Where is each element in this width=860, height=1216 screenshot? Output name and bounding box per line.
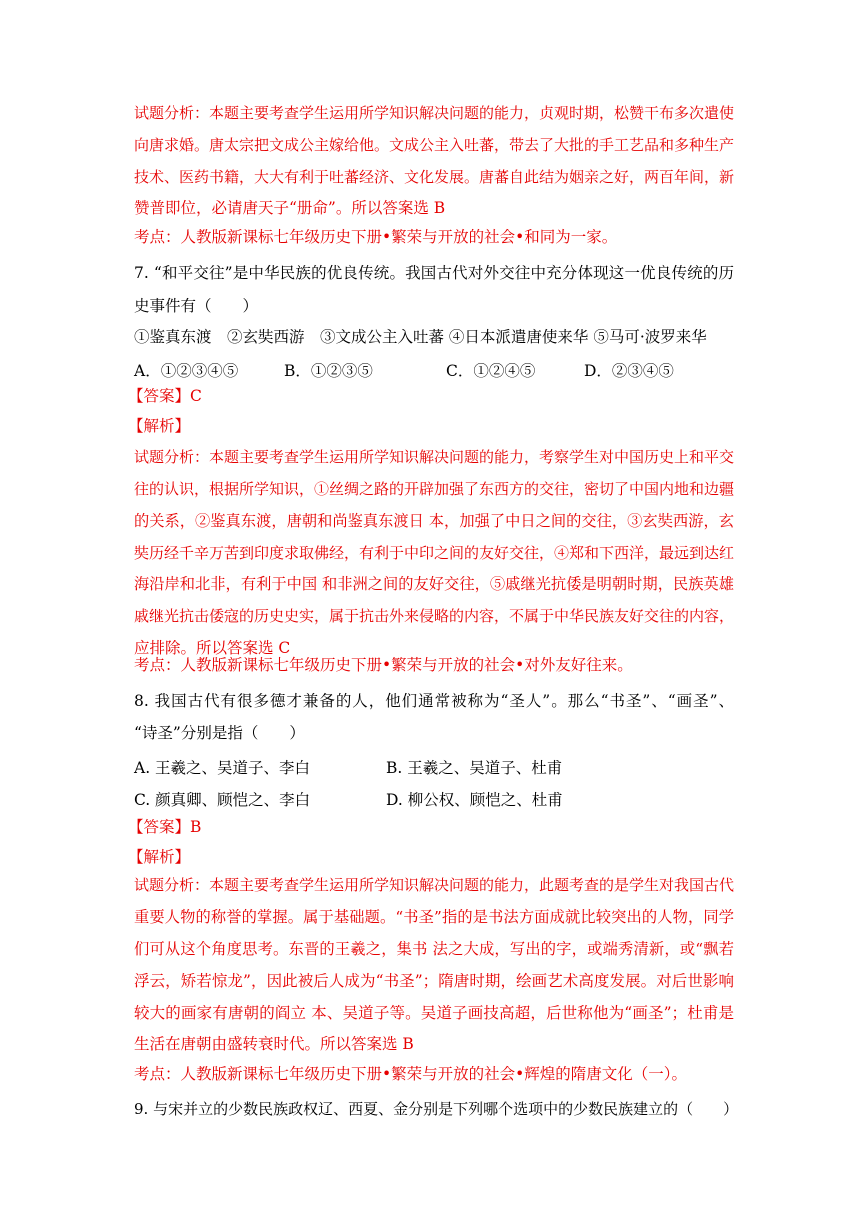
q7-option-c: C．①②④⑤ [446, 362, 536, 380]
q7-analysis-line: 试题分析：本题主要考查学生运用所学知识解决问题的能力，考察学生对中国历史上和平交 [134, 448, 735, 466]
q8-option-c: C. 颜真卿、顾恺之、李白 [134, 791, 311, 809]
q6-analysis-line: 技术、医药书籍，大大有利于吐蕃经济、文化发展。唐蕃自此结为姻亲之好，两百年间，新 [134, 168, 735, 186]
q8-analysis-line: 重要人物的称誉的掌握。属于基础题。“书圣”指的是书法方面成就比较突出的人物，同学 [134, 908, 734, 926]
q8-analysis-line: 们可从这个角度思考。东晋的王羲之，集书 法之大成，写出的字，或端秀清新，或“飘若 [134, 940, 734, 958]
q7-analysis-line: 戚继光抗击倭寇的历史史实，属于抗击外来侵略的内容，不属于中华民族友好交往的内容， [134, 607, 735, 625]
q8-option-d: D. 柳公权、顾恺之、杜甫 [386, 791, 563, 809]
q8-analysis-line: 试题分析：本题主要考查学生运用所学知识解决问题的能力，此题考查的是学生对我国古代 [134, 876, 735, 894]
q7-analysis-line: 往的认识，根据所学知识，①丝绸之路的开辟加强了东西方的交往，密切了中国内地和边疆 [134, 480, 735, 498]
q7-stem-line: 史事件有（ ） [134, 297, 259, 315]
q7-analysis-header: 【解析】 [128, 417, 191, 435]
q9-stem: 9. 与宋并立的少数民族政权辽、西夏、金分别是下列哪个选项中的少数民族建立的（ ） [134, 1100, 739, 1118]
q7-analysis-line: 海沿岸和北非，有利于中国 和非洲之间的友好交往，⑤戚继光抗倭是明朝时期，民族英雄 [134, 575, 734, 593]
q8-stem-line: “诗圣”分别是指（ ） [134, 724, 305, 742]
q8-options-row-2 [134, 789, 734, 811]
q7-option-d: D．②③④⑤ [584, 362, 674, 380]
q7-stem-line: 7. “和平交往”是中华民族的优良传统。我国古代对外交往中充分体现这一优良传统的历 [134, 264, 734, 282]
q8-stem-line: 8. 我国古代有很多德才兼备的人，他们通常被称为“圣人”。那么“书圣”、“画圣”、 [134, 692, 734, 710]
q7-answer: 【答案】C [128, 387, 202, 405]
q7-items: ①鉴真东渡 ②玄奘西游 ③文成公主入吐蕃 ④日本派遣唐使来华 ⑤马可·波罗来华 [134, 328, 707, 346]
q8-analysis-line: 生活在唐朝由盛转衰时代。所以答案选 B [134, 1035, 414, 1053]
q8-options-row-1 [134, 757, 734, 779]
q7-options [134, 360, 734, 382]
q7-analysis-line: 的关系，②鉴真东渡，唐朝和尚鉴真东渡日 本，加强了中日之间的交往，③玄奘西游，玄 [134, 512, 734, 530]
q8-option-a: A. 王羲之、吴道子、李白 [134, 759, 311, 777]
q6-analysis-line: 试题分析：本题主要考查学生运用所学知识解决问题的能力，贞观时期，松赞干布多次遣使 [134, 104, 735, 122]
q6-analysis-line: 赞普即位，必请唐天子“册命”。所以答案选 B [134, 199, 446, 217]
q7-analysis-line: 应排除。所以答案选 C [134, 639, 291, 657]
q8-answer: 【答案】B [128, 818, 202, 836]
q8-option-b: B. 王羲之、吴道子、杜甫 [386, 759, 563, 777]
q8-analysis-line: 浮云，矫若惊龙”，因此被后人成为“书圣”；隋唐时期，绘画艺术高度发展。对后世影响 [134, 972, 734, 990]
q7-option-a: A．①②③④⑤ [134, 362, 239, 380]
q7-analysis-line: 奘历经千辛万苦到印度求取佛经，有利于中印之间的友好交往，④郑和下西洋，最远到达红 [134, 544, 735, 562]
q8-knowledge-point: 考点：人教版新课标七年级历史下册•繁荣与开放的社会•辉煌的隋唐文化（一）。 [134, 1065, 688, 1083]
q7-knowledge-point: 考点：人教版新课标七年级历史下册•繁荣与开放的社会•对外友好往来。 [134, 656, 633, 674]
q6-analysis-line: 向唐求婚。唐太宗把文成公主嫁给他。文成公主入吐蕃，带去了大批的手工艺品和多种生产 [134, 136, 735, 154]
q7-option-b: B．①②③⑤ [284, 362, 373, 380]
q8-analysis-header: 【解析】 [128, 848, 191, 866]
q6-knowledge-point: 考点：人教版新课标七年级历史下册•繁荣与开放的社会•和同为一家。 [134, 228, 618, 246]
q8-analysis-line: 较大的画家有唐朝的阎立 本、吴道子等。吴道子画技高超，后世称他为“画圣”；杜甫是 [134, 1004, 734, 1022]
